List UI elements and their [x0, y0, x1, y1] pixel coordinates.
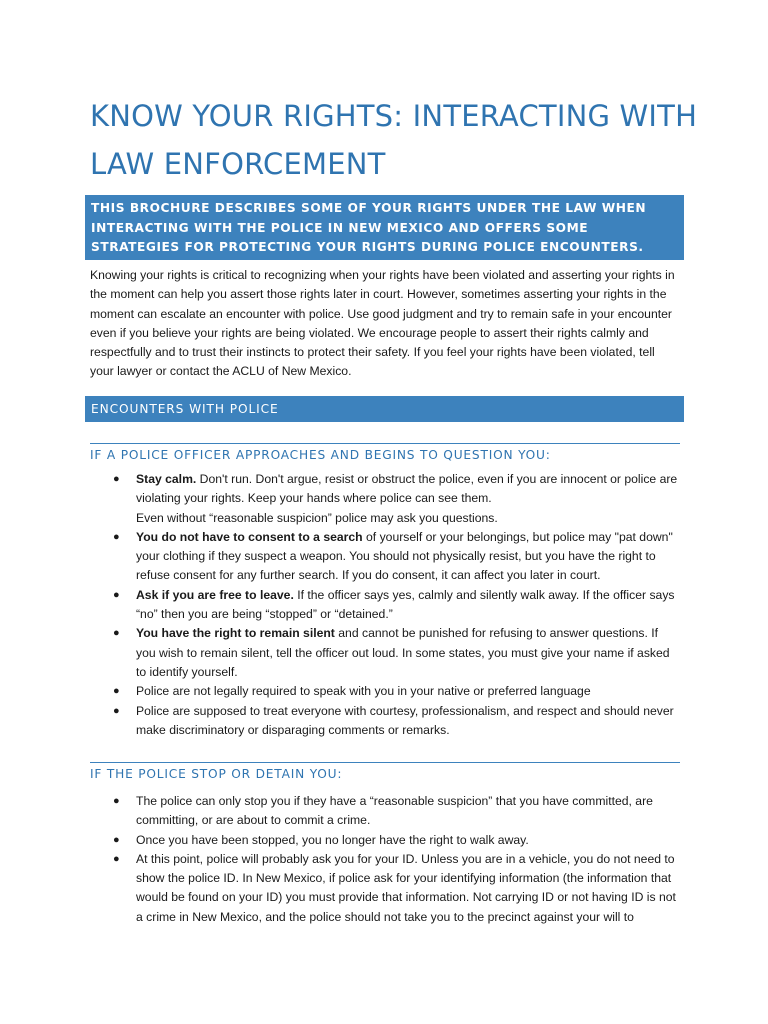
bullet-text: Police are not legally required to speak with you in your native or preferred language — [136, 684, 591, 699]
bullet-text: and cannot be punished for refusing to answer questions. If you wish to remain silent, tell the officer out loud. In some states, you must give your name if asked to identify yourself. — [136, 626, 670, 679]
bullet-item — [90, 850, 680, 927]
bullet-text: The police can only stop you if they have a “reasonable suspicion” that you have committed, are committing, or are about to commit a crime. — [136, 794, 653, 828]
bullet-icon: ● — [113, 833, 120, 846]
bullet-text: Don't run. Don't argue, resist or obstruct the police, even if you are innocent or police are violating your rights. Keep your hands where police can see them. — [136, 472, 678, 506]
bullet-item — [90, 586, 680, 625]
bullet-icon: ● — [113, 473, 120, 485]
bullet-icon: ● — [113, 530, 120, 543]
bullet-item — [90, 831, 680, 850]
bullet-item — [90, 702, 680, 741]
subheading-detain-text: IF THE POLICE STOP OR DETAIN YOU: — [90, 767, 343, 781]
section-heading-text: ENCOUNTERS WITH POLICE — [91, 402, 279, 416]
bullet-icon: ● — [113, 795, 120, 807]
bullet-icon: ● — [113, 685, 120, 698]
bullet-item — [90, 624, 680, 682]
bullet-icon: ● — [113, 852, 120, 865]
bullet-text: At this point, police will probably ask you for your ID. Unless you are in a vehicle, you do not need to show the police ID. In New Mexico, if police ask for your identifying information (the information that would be found on your ID) you must provide that information. Not carrying ID or not having ID is not a crime in New Mexico, and the police should not take you to the precinct against your will to — [136, 851, 676, 924]
bullet-item — [90, 528, 680, 586]
bullet-item — [90, 470, 680, 528]
subheading-approach — [90, 443, 680, 464]
bullet-icon: ● — [113, 627, 120, 640]
bullet-bold-lead: Stay calm. — [136, 472, 197, 486]
bullet-bold-lead: You have the right to remain silent — [136, 626, 335, 641]
bullet-bold-lead: You do not have to consent to a search — [136, 529, 363, 544]
bullet-text: Police are supposed to treat everyone with courtesy, professionalism, and respect and should never make discriminatory or disparaging comments or remarks. — [136, 703, 674, 737]
bullet-icon: ● — [113, 704, 120, 717]
bullet-text: If the officer says yes, calmly and silently walk away. If the officer says “no” then you are being “stopped” or “detained.” — [136, 587, 675, 622]
bullet-text: Once you have been stopped, you no longer have the right to walk away. — [136, 832, 529, 847]
bullet-bold-lead: Ask if you are free to leave. — [136, 587, 294, 602]
bullet-extra-line: Even without “reasonable suspicion” police may ask you questions. — [136, 510, 498, 525]
bullet-text: of yourself or your belongings, but police may "pat down" your clothing if they suspect a weapon. You should not physically resist, but you have the right to refuse consent for any further search. If you do consent, it can affect you later in court. — [136, 529, 673, 583]
bullet-item — [90, 792, 680, 831]
summary-banner-text: THIS BROCHURE DESCRIBES SOME OF YOUR RIGHTS UNDER THE LAW WHEN INTERACTING WITH THE POLICE IN NEW MEXICO AND OFFERS SOME STRATEGIES FOR PROTECTING YOUR RIGHTS DURING POLICE ENCOUNTERS. — [91, 201, 647, 254]
detain-bullet-list — [90, 792, 680, 927]
subheading-approach-text: IF A POLICE OFFICER APPROACHES AND BEGINS TO QUESTION YOU: — [90, 448, 551, 462]
intro-paragraph: Knowing your rights is critical to recognizing when your rights have been violated and asserting your rights in the moment can help you assert those rights later in court. However, sometimes asserting your rights in the moment can escalate an encounter with police. Use good judgment and try to remain safe in your encounter even if you believe your rights are being violated. We encourage people to assert their rights calmly and respectfully and to trust their instincts to protect their safety. If you feel your rights have been violated, tell your lawyer or contact the ACLU of New Mexico. — [90, 268, 675, 379]
summary-banner — [85, 195, 684, 260]
section-heading-encounters — [85, 396, 684, 422]
document-title: KNOW YOUR RIGHTS: INTERACTING WITH LAW ENFORCEMENT — [90, 99, 698, 181]
subheading-detain — [90, 762, 680, 783]
bullet-item — [90, 682, 680, 701]
approach-bullet-list — [90, 470, 680, 740]
bullet-icon: ● — [113, 588, 120, 601]
